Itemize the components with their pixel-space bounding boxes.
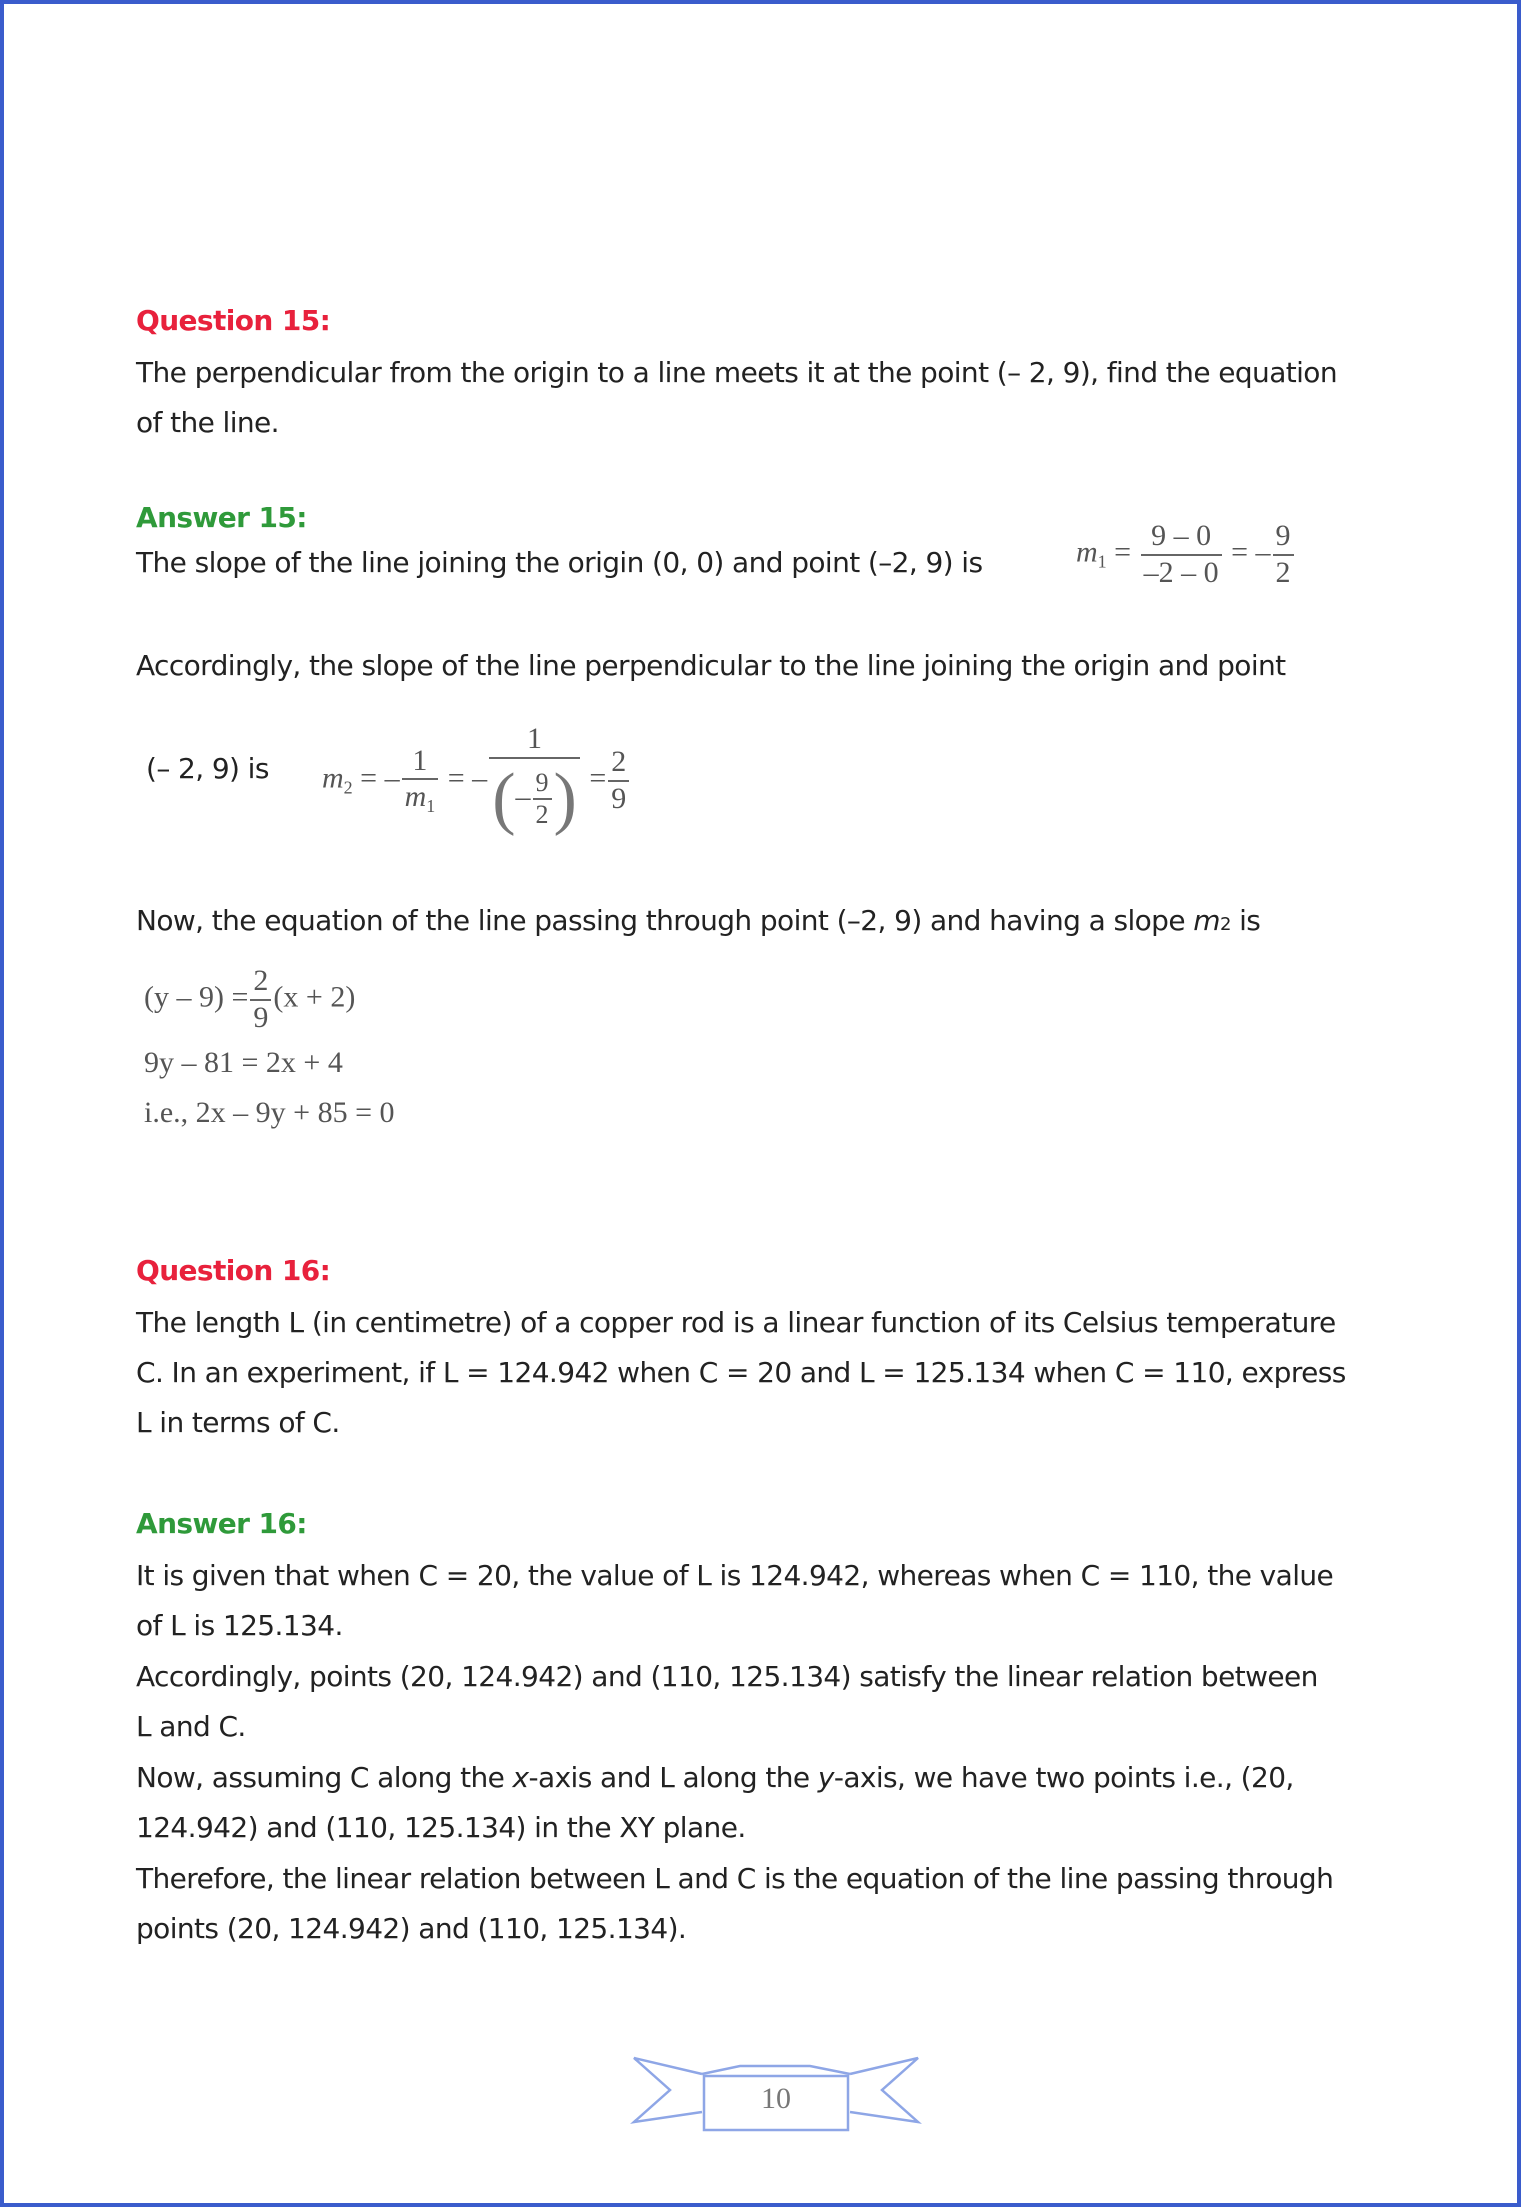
equation-m2: $m_2$ = – $\frac{1}{m_1}$ = – 1 (– $\frac{9}{2}$ ) = $\frac{2}{9}$ [322, 722, 631, 839]
fraction [489, 722, 580, 839]
equation-line-3: i.e., 2x – 9y + 85 = 0 [144, 1096, 395, 1129]
fraction [402, 744, 439, 817]
math-sign: – [1255, 535, 1271, 569]
text-run: Now, the equation of the line passing through point (–2, 9) and having a slope [136, 904, 1194, 937]
answer-16-line: Therefore, the linear relation between L and C is the equation of the line passing through [136, 1862, 1334, 1895]
question-15-heading: Question 15: [136, 304, 331, 337]
denominator: 9 [253, 1000, 269, 1034]
text-run: Now, assuming C along the [136, 1761, 513, 1794]
denominator: –2 – 0 [1143, 555, 1219, 589]
numerator: 9 [1273, 519, 1294, 556]
math-expr: (x + 2) [273, 980, 356, 1014]
answer-16-line: Accordingly, points (20, 124.942) and (110, 125.134) satisfy the linear relation between [136, 1660, 1318, 1693]
fraction [250, 964, 271, 1035]
answer-15-line: (– 2, 9) is [146, 752, 269, 785]
math-var: x [512, 1761, 529, 1794]
text-run: -axis and L along the [528, 1761, 818, 1794]
question-15-text-line: of the line. [136, 406, 279, 439]
math-sub: 2 [1219, 914, 1231, 935]
answer-16-heading: Answer 16: [136, 1507, 307, 1540]
answer-15-line [136, 904, 1260, 937]
question-16-heading: Question 16: [136, 1254, 331, 1287]
math-sub: 2 [343, 777, 353, 798]
page-number: 10 [761, 2082, 791, 2115]
answer-15-line: Accordingly, the slope of the line perpendicular to the line joining the origin and point [136, 649, 1286, 682]
denominator [402, 780, 439, 817]
math-var: y [817, 1761, 834, 1794]
question-15-text-line: The perpendicular from the origin to a line meets it at the point (– 2, 9), find the equation [136, 356, 1337, 389]
math-var: m [1193, 904, 1220, 937]
math-sub: 1 [1097, 551, 1107, 572]
math-var: m [322, 761, 344, 795]
fraction [1273, 519, 1294, 590]
answer-16-line [136, 1761, 1294, 1794]
denominator: 9 [611, 781, 627, 815]
answer-16-line: 124.942) and (110, 125.134) in the XY plane. [136, 1811, 746, 1844]
fraction [1141, 519, 1222, 590]
numerator: 2 [250, 964, 271, 1001]
math-sub: 1 [426, 796, 436, 817]
denominator: (– $\frac{9}{2}$ ) [492, 759, 577, 837]
answer-16-line: L and C. [136, 1710, 246, 1743]
math-sign: – [515, 779, 531, 813]
text-run: -axis, we have two points i.e., (20, [833, 1761, 1294, 1794]
numerator: 2 [608, 745, 629, 782]
question-16-text-line: C. In an experiment, if L = 124.942 when C = 20 and L = 125.134 when C = 110, express [136, 1356, 1346, 1389]
answer-15-line: The slope of the line joining the origin (0, 0) and point (–2, 9) is [136, 546, 983, 579]
fraction [533, 768, 552, 830]
denominator: 2 [535, 799, 549, 829]
equation-m1: $m_1$ = $\frac{9 - 0}{-2 - 0}$ = – $\frac{9}{2}$ [1076, 519, 1296, 590]
math-var: m [1076, 535, 1098, 569]
answer-16-line: It is given that when C = 20, the value of L is 124.942, whereas when C = 110, the value [136, 1559, 1334, 1592]
text-run: is [1230, 904, 1261, 937]
equation-line-1 [144, 964, 355, 1035]
fraction [608, 745, 629, 816]
answer-16-line: of L is 125.134. [136, 1609, 343, 1642]
question-16-text-line: L in terms of C. [136, 1406, 340, 1439]
denominator: 2 [1275, 555, 1291, 589]
numerator: 9 – 0 [1141, 519, 1222, 556]
numerator: 1 [402, 744, 439, 781]
numerator: 9 [533, 768, 552, 800]
answer-16-line: points (20, 124.942) and (110, 125.134). [136, 1912, 687, 1945]
math-expr: (y – 9) = [144, 980, 249, 1014]
answer-15-heading: Answer 15: [136, 501, 307, 534]
question-16-text-line: The length L (in centimetre) of a copper rod is a linear function of its Celsius temperature [136, 1306, 1336, 1339]
equation-line-2: 9y – 81 = 2x + 4 [144, 1046, 343, 1079]
math-var: m [404, 780, 427, 814]
numerator: 1 [489, 722, 580, 759]
